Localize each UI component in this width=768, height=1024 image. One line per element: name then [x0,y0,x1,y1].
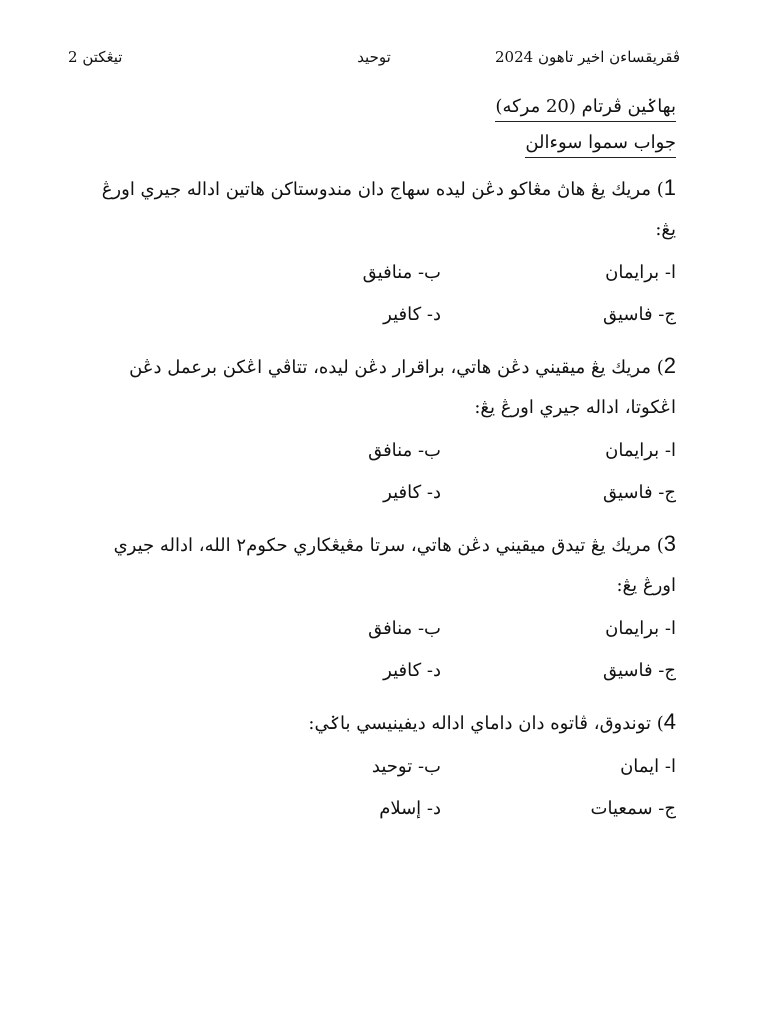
answer-options [96,608,676,692]
page-header [68,44,680,74]
option-a: ا- برايمان [605,262,676,283]
answer-options [96,746,676,830]
question-number: 2 [663,353,676,378]
question-text [96,346,676,428]
option-a: ا- ايمان [620,756,676,777]
option-c: ج- فاسيق [602,660,676,681]
option-b: ب- منافيق [362,262,441,283]
option-b: ب- توحيد [371,756,441,777]
question-block [96,524,676,692]
paper-label: تيڠكتن 2 [68,48,123,66]
question-text [96,168,676,250]
question-block [96,168,676,336]
option-c: ج- سمعيات [590,798,676,819]
subject-title: توحيد [357,48,391,66]
answer-options [96,252,676,336]
option-d: د- كافير [383,660,441,681]
option-d: د- كافير [383,482,441,503]
section-instruction: جواب سموا سوءالن [525,132,676,158]
option-c: ج- فاسيق [602,482,676,503]
option-a: ا- برايمان [605,440,676,461]
question-text [96,524,676,606]
question-body: ) مريك يڠ هاڽ مڠاكو دڠن ليده سهاج دان مندوستاكن هاتين اداله جيري اورڠ يڠ: [101,179,676,240]
option-c: ج- فاسيق [602,304,676,325]
option-b: ب- منافق [368,618,441,639]
exam-content [96,92,676,836]
question-block [96,702,676,830]
answer-options [96,430,676,514]
question-body: ) توندوق، ڤاتوه دان داماي اداله ديفينيسي باݢي: [308,713,664,734]
question-number: 3 [663,531,676,556]
question-number: 4 [663,709,676,734]
option-b: ب- منافق [368,440,441,461]
question-number: 1 [663,175,676,200]
option-a: ا- برايمان [605,618,676,639]
question-body: ) مريك يڠ ميقيني دڠن هاتي، براقرار دڠن ليده، تتاڤي اڠكن برعمل دڠن اڠكوتا، اداله جيري اورڠ يڠ: [129,357,676,418]
question-block [96,346,676,514]
question-text [96,702,676,744]
question-body: ) مريك يڠ تيدق ميقيني دڠن هاتي، سرتا مڠيڠكاري حكوم٢ الله، اداله جيري اورڠ يڠ: [113,535,676,596]
option-d: د- إسلام [379,798,441,819]
section-title: بهاݢين ڤرتام (20 مركه) [495,96,676,122]
option-d: د- كافير [383,304,441,325]
exam-title: ڤقريقساءن اخير تاهون 2024 [495,48,680,66]
